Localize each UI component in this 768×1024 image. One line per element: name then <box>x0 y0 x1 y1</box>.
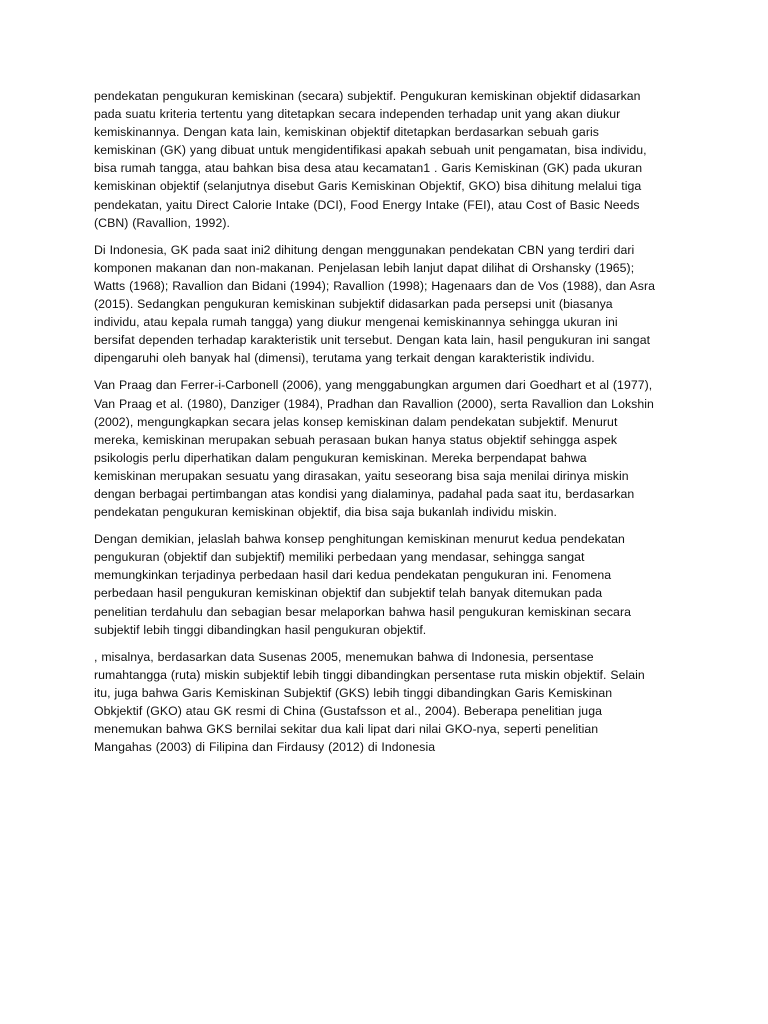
text-line: pendekatan pengukuran kemiskinan (secara) subjektif. Pengukuran kemiskinan objektif didasarkan <box>94 89 641 103</box>
text-line: menemukan bahwa GKS bernilai sekitar dua kali lipat dari nilai GKO-nya, seperti penelitian <box>94 722 599 737</box>
text-line: penelitian terdahulu dan sebagian besar melaporkan bahwa hasil pengukuran kemiskinan secara <box>94 604 631 619</box>
text-line: pada suatu kriteria tertentu yang ditetapkan secara independen terhadap unit yang akan diukur <box>94 107 621 122</box>
text-line: kemiskinannya. Dengan kata lain, kemiskinan objektif ditetapkan berdasarkan sebuah garis <box>94 125 599 140</box>
text-line: (2002), mengungkapkan secara jelas konsep kemiskinan dalam pendekatan subjektif. Menurut <box>94 414 618 429</box>
text-line: pendekatan, yaitu Direct Calorie Intake (DCI), Food Energy Intake (FEI), atau Cost of Basic Needs <box>94 197 640 212</box>
text-line: , misalnya, berdasarkan data Susenas 2005, menemukan bahwa di Indonesia, persentase <box>94 649 594 664</box>
paragraph-4 <box>94 530 664 639</box>
text-line: itu, juga bahwa Garis Kemiskinan Subjektif (GKS) lebih tinggi dibandingkan Garis Kemiskinan <box>94 685 613 700</box>
text-line: Dengan demikian, jelaslah bahwa konsep penghitungan kemiskinan menurut kedua pendekatan <box>94 532 625 547</box>
text-line: bersifat dependen terhadap karakteristik unit tersebut. Dengan kata lain, hasil pengukuran ini sangat <box>94 333 651 348</box>
text-line: rumahtangga (ruta) miskin subjektif lebih tinggi dibandingkan persentase ruta miskin objektif. Selain <box>94 667 645 682</box>
text-line: perbedaan hasil pengukuran kemiskinan objektif dan subjektif telah banyak ditemukan pada <box>94 586 603 601</box>
paragraph-1 <box>94 87 664 232</box>
text-line: memungkinkan terjadinya perbedaan hasil dari kedua pendekatan pengukuran ini. Fenomena <box>94 568 612 583</box>
text-line: Obkjektif (GKO) atau GK resmi di China (Gustafsson et al., 2004). Beberapa penelitian juga <box>94 704 602 718</box>
paragraph-3 <box>94 376 664 521</box>
text-line: dipengaruhi oleh banyak hal (dimensi), terutama yang terkait dengan karakteristik individu. <box>94 351 595 366</box>
text-line: dengan berbagai pertimbangan atas kondisi yang dialaminya, padahal pada saat itu, berdasarkan <box>94 486 635 501</box>
text-line: pendekatan pengukuran kemiskinan objektif, dia bisa saja bukanlah individu miskin. <box>94 505 557 520</box>
text-line: kemiskinan merupakan sesuatu yang dirasakan, yaitu seseorang bisa saja menilai dirinya miskin <box>94 468 629 483</box>
text-line: (CBN) (Ravallion, 1992). <box>94 215 230 230</box>
text-line: subjektif lebih tinggi dibandingkan hasil pengukuran objektif. <box>94 622 427 637</box>
text-line: kemiskinan objektif (selanjutnya disebut Garis Kemiskinan Objektif, GKO) bisa dihitung melalui tiga <box>94 179 642 194</box>
text-line: mereka, kemiskinan merupakan sebuah perasaan bukan hanya status objektif sehingga aspek <box>94 432 618 447</box>
text-line: psikologis perlu diperhatikan dalam pengukuran kemiskinan. Mereka berpendapat bahwa <box>94 450 587 465</box>
paragraph-5 <box>94 648 664 757</box>
paragraph-2 <box>94 241 664 368</box>
text-line: bisa rumah tangga, atau bahkan bisa desa atau kecamatan1 . Garis Kemiskinan (GK) pada ukuran <box>94 161 643 176</box>
text-line: pengukuran (objektif dan subjektif) memiliki perbedaan yang mendasar, sehingga sangat <box>94 550 585 565</box>
text-line: Van Praag et al. (1980), Danziger (1984), Pradhan dan Ravallion (2000), serta Ravallion dan Lokshin <box>94 396 654 411</box>
text-line: komponen makanan dan non-makanan. Penjelasan lebih lanjut dapat dilihat di Orshansky (1965); <box>94 260 635 275</box>
text-line: (2015). Sedangkan pengukuran kemiskinan subjektif didasarkan pada persepsi unit (biasanya <box>94 297 613 312</box>
text-line: Watts (1968); Ravallion dan Bidani (1994); Ravallion (1998); Hagenaars dan de Vos (1988), dan Asra <box>94 278 655 293</box>
text-line: kemiskinan (GK) yang dibuat untuk mengidentifikasi apakah sebuah unit pengamatan, bisa individu, <box>94 143 647 158</box>
document-body <box>94 87 664 765</box>
text-line: Van Praag dan Ferrer-i-Carbonell (2006), yang menggabungkan argumen dari Goedhart et al (1977), <box>94 378 653 393</box>
text-line: individu, atau kepala rumah tangga) yang diukur mengenai kemiskinannya sehingga ukuran ini <box>94 315 618 330</box>
text-line: Di Indonesia, GK pada saat ini2 dihitung dengan menggunakan pendekatan CBN yang terdiri dari <box>94 242 635 257</box>
text-line: Mangahas (2003) di Filipina dan Firdausy (2012) di Indonesia <box>94 740 436 755</box>
